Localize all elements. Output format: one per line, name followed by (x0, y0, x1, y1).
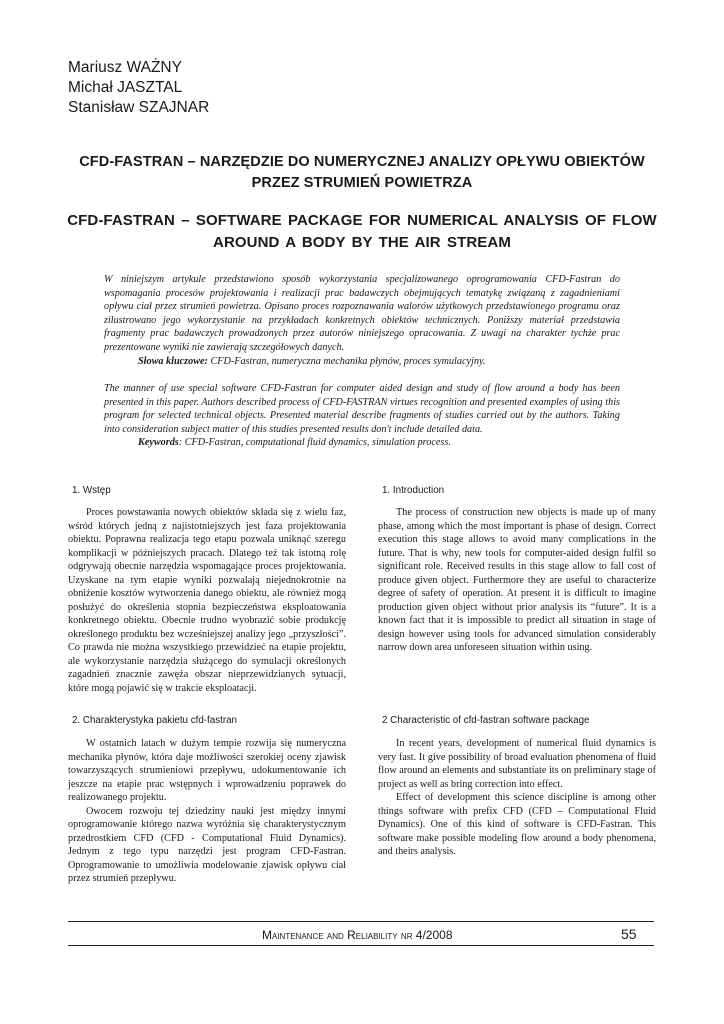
section-body-wstep (68, 506, 346, 695)
author-name: Stanisław SZAJNAR (68, 99, 210, 116)
footer-rule-bottom (68, 945, 654, 946)
abstract-text: W niniejszym artykule przedstawiono sposób wykorzystania specjalizowanego oprogramowania CFD-Fastran do wspomagania procesów projektowania i realizacji prac badawczych obejmujących tematykę związaną z zagadnieniami opływu ciał przez strumień powietrza. Opisano proces rozpoznawania walorów użytkowych przedstawionego programu oraz zilustrowano jego wykorzystanie na przykładach konkretnych obiektów technicznych. Poniższy materiał przedstawia fragmenty prac badawczych prowadzonych przez autorów niniejszego opracowania. Z uwagi na charakter tychże prac prezentowane wyniki nie zawierają szczegółowych danych. (104, 274, 620, 353)
body-paragraph: In recent years, development of numerical fluid dynamics is very fast. It give possibility of broad evaluation phenomena of fluid flow around an elements and substantiate its on preliminary stage of project as well as bring correction into effect. (378, 738, 656, 790)
journal-name: Maintenance and Reliability nr 4/2008 (262, 928, 453, 942)
section-heading-wstep: 1. Wstęp (72, 485, 111, 496)
title-english: CFD-FASTRAN – SOFTWARE PACKAGE FOR NUMERICAL ANALYSIS OF FLOW AROUND A BODY BY THE AIR STREAM (67, 212, 657, 251)
body-paragraph: The process of construction new objects is made up of many phase, among which the most important is phase of design. Correct execution this stage allows to avoid many complications in the future. That is why, new tools for computer-aided design fulfil so significant role. Received results in this stage allow to fall cost of produce given object. Furthermore they are useful to characterize degree of safety of operation. At present it is difficult to imagine production given object without prior analysis its “future”. It is a known fact that it is impossible to predict all situation in stage of design however using tools for advanced simulation considerably narrow down area unforeseen situation within using. (378, 507, 656, 653)
keywords-line (138, 355, 620, 369)
section-heading-charakterystyka: 2. Charakterystyka pakietu cfd-fastran (72, 715, 237, 726)
body-paragraph: Effect of development this science discipline is among other things software with prefix CFD (CFD – Computational Fluid Dynamics). One of this kind of software is CFD-Fastran. This software make possible modeling flow around a body phenomena, and theirs analysis. (378, 792, 656, 857)
body-paragraph: Owocem rozwoju tej dziedziny nauki jest między innymi oprogramowanie którego nazwa wyróżnia się charakterystycznym przedrostkiem CFD (CFD - Computational Fluid Dynamics). Jednym z tego typu narzędzi jest program CFD-Fastran. Oprogramowanie to umożliwia modelowanie zjawisk opływu ciał przez strumień przepływu. (68, 805, 346, 884)
abstract-english (104, 382, 620, 450)
keywords-text: : CFD-Fastran, computational fluid dynamics, simulation process. (178, 437, 451, 449)
section-body-charakterystyka (68, 737, 346, 886)
section-heading-introduction: 1. Introduction (382, 485, 445, 496)
body-paragraph: Proces powstawania nowych obiektów składa się z wielu faz, wśród których jedną z najistotniejszych jest faza projektowania obiektu. Poprawna realizacja tego etapu pozwala uniknąć szeregu komplikacji w późniejszych pracach. Dlatego też tak istotną rolę odgrywają obecnie narzędzia wspomagające proces projektowania. Uzyskane na tym etapie wyniki pozwalają niejednokrotnie na obniżenie kosztów wytworzenia danego obiektu, ale również mogą posłużyć do określenia stopnia bezpieczeństwa eksploatowania konkretnego obiektu. Obecnie trudno wyobrazić sobie produkcję określonego produktu bez wcześniejszej analizy jego „przyszłości”. Co prawda nie można wszystkiego przewidzieć na etapie projektu, ale wykorzystanie narzędzia służącego do symulacji określonych zagadnień znacznie zawęża obszar nieprzewidzianych sytuacji, które mogą pojawić się w trakcie eksploatacji. (68, 507, 346, 694)
footer-rule-top (68, 921, 654, 922)
author-name: Michał JASZTAL (68, 79, 183, 96)
keywords-text: CFD-Fastran, numeryczna mechanika płynów, proces symulacyjny. (210, 355, 486, 367)
section-body-characteristic (378, 737, 656, 859)
author-name: Mariusz WAŻNY (68, 59, 182, 76)
section-heading-characteristic: 2 Characteristic of cfd-fastran software package (382, 715, 590, 726)
page-number: 55 (621, 926, 637, 942)
author-list (68, 58, 209, 118)
title-polish: CFD-FASTRAN – NARZĘDZIE DO NUMERYCZNEJ ANALIZY OPŁYWU OBIEKTÓW PRZEZ STRUMIEŃ POWIETRZA (79, 154, 645, 191)
keywords-line (138, 436, 620, 450)
body-paragraph: W ostatnich latach w dużym tempie rozwija się numeryczna mechanika płynów, która daje możliwości szerokiej oceny zjawisk towarzyszących strumieniowi przepływu, udokumentowanie ich jeszcze na etapie prac wstępnych i wprowadzeniu poprawek do realizowanego projektu. (68, 738, 346, 803)
abstract-text: The manner of use special software CFD-Fastran for computer aided design and study of flow around a body has been presented in this paper. Authors described process of CFD-FASTRAN virtues recognition and presented examples of using this program for selected technical objects. Presented material describe fragments of studies carried out by the authors. Taking into consideration subject matter of this studies presented results don't include detailed data. (104, 383, 620, 435)
section-body-introduction (378, 506, 656, 655)
abstract-polish (104, 273, 620, 368)
keywords-label: Keywords (138, 437, 179, 449)
keywords-label: Słowa kluczowe: (138, 355, 208, 367)
